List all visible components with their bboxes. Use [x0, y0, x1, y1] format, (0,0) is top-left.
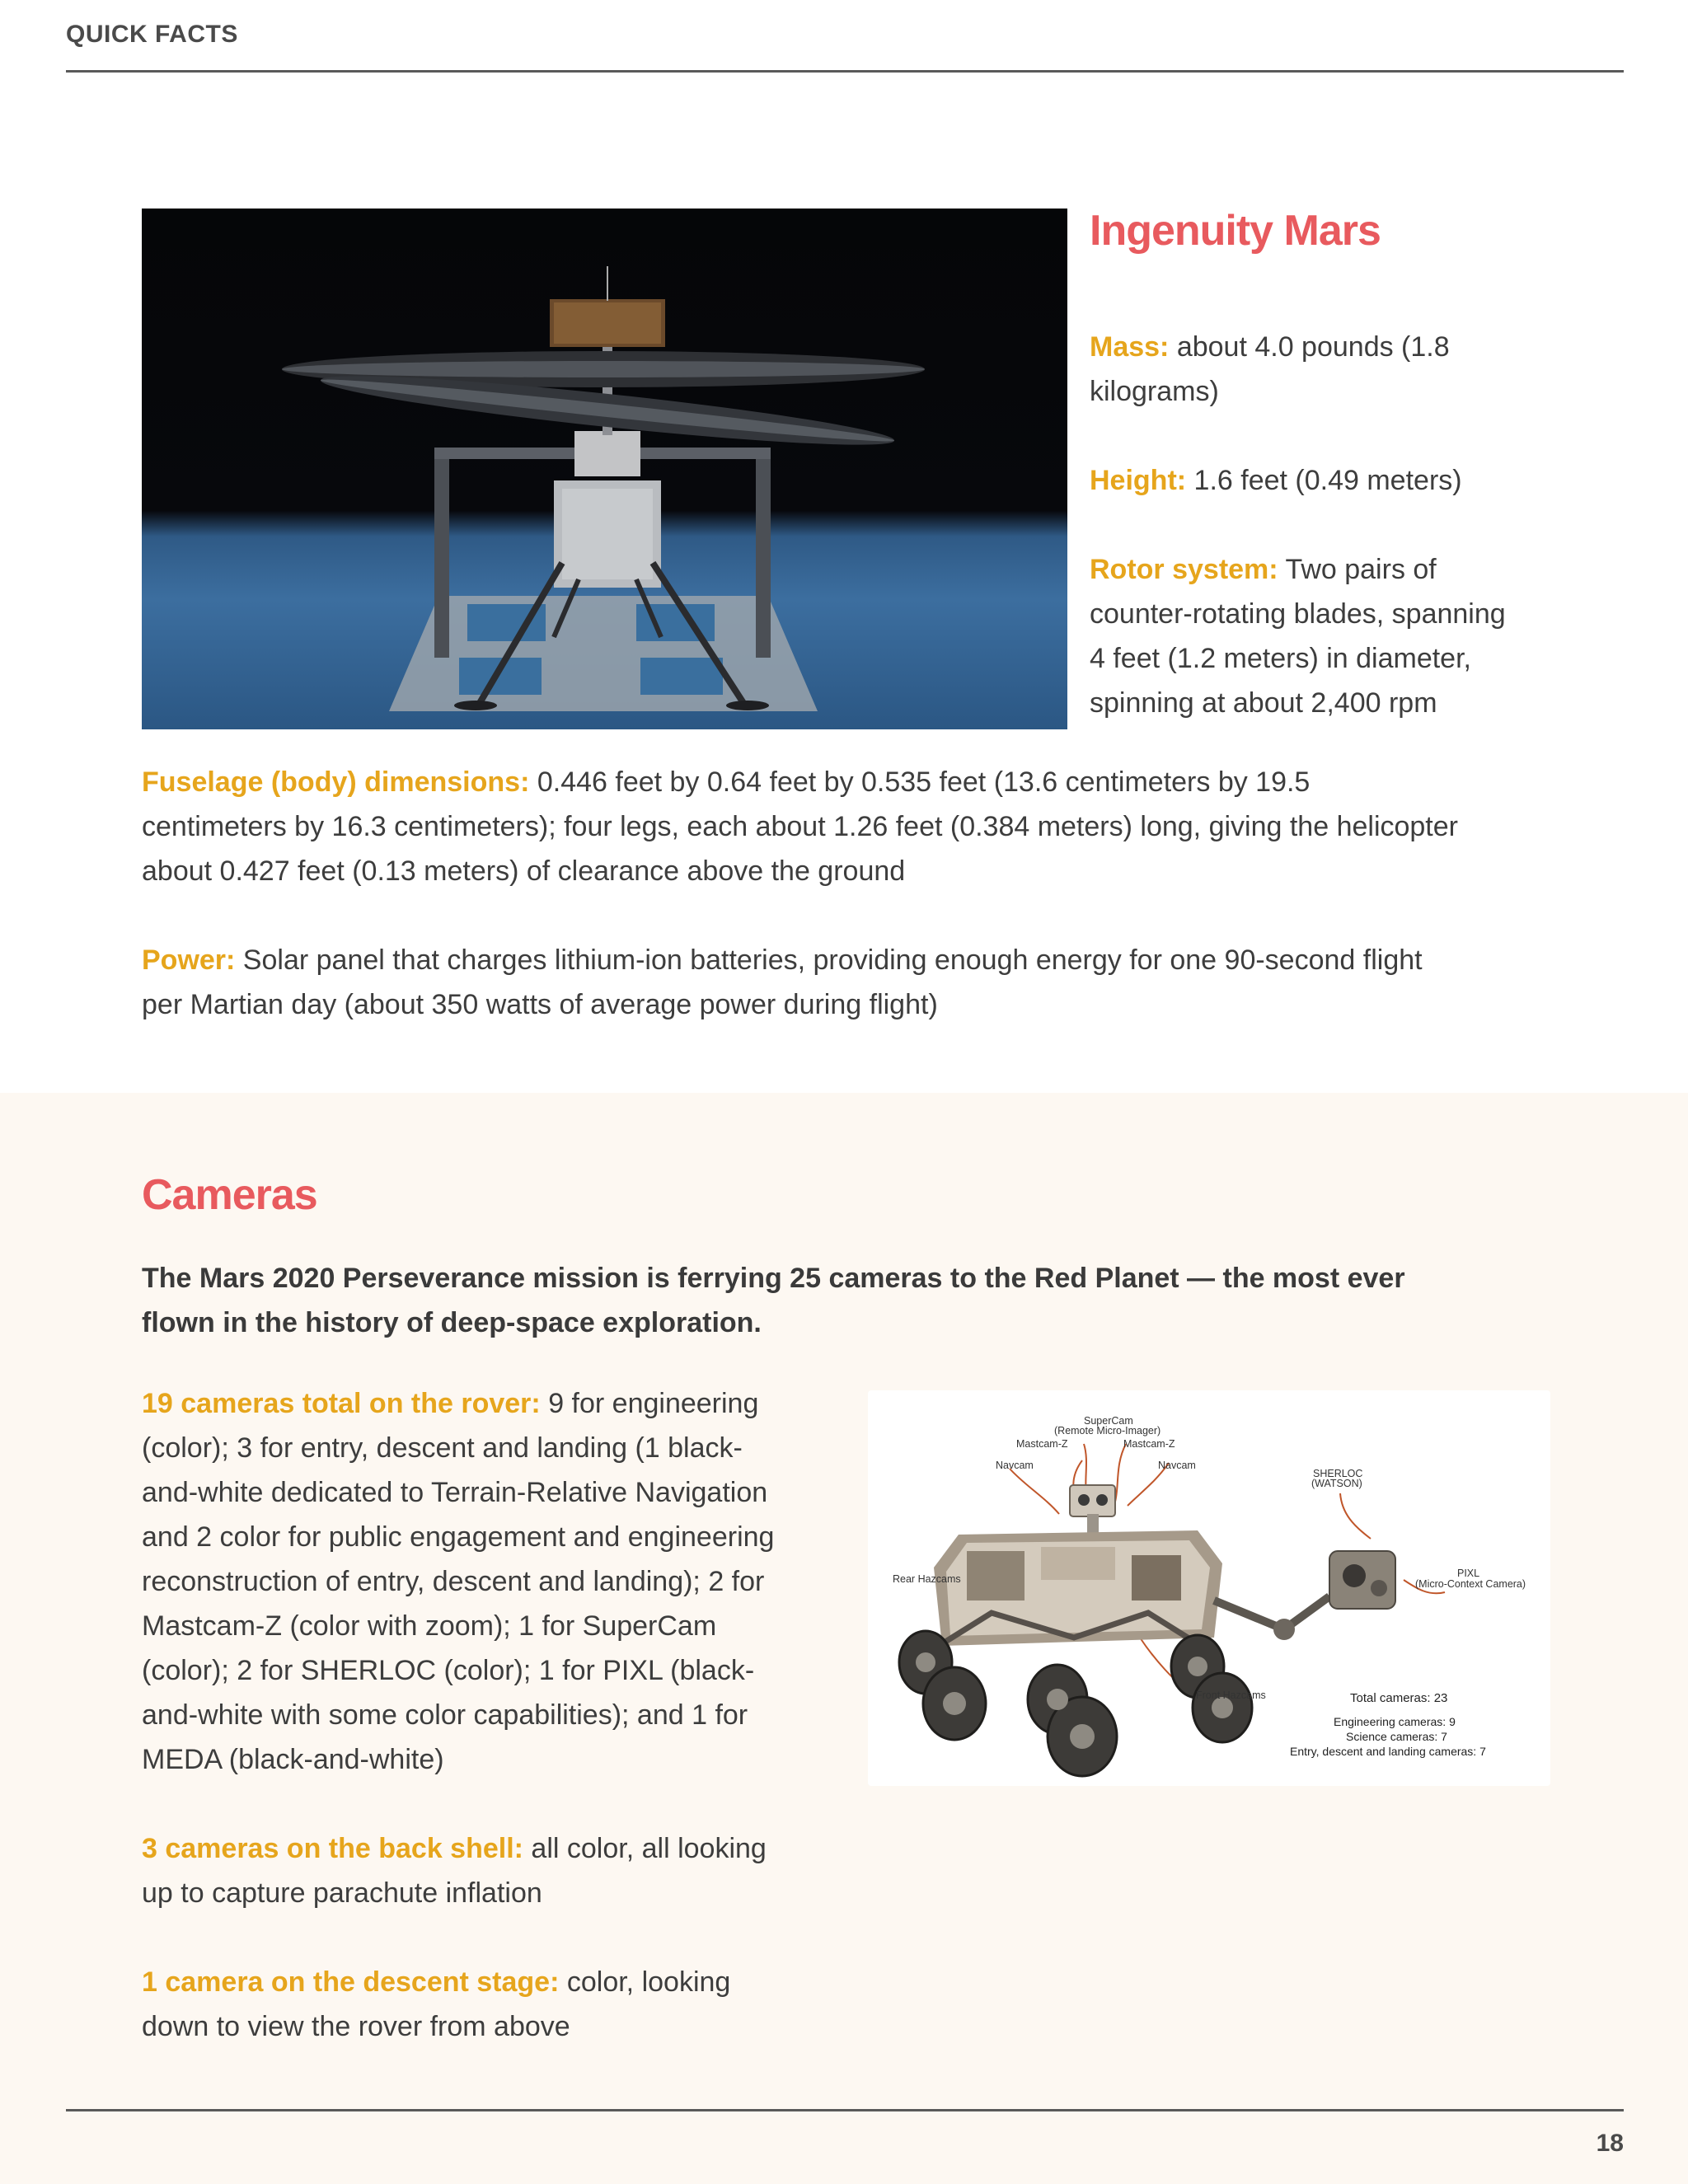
ingenuity-helicopter-photo [142, 209, 1067, 729]
label-pixl-sub: (Micro-Context Camera) [1415, 1578, 1526, 1590]
fact-label: Mass: [1090, 331, 1170, 363]
label-sherloc-sub: (WATSON) [1311, 1478, 1362, 1489]
label-mastcam-right: Mastcam-Z [1123, 1438, 1175, 1450]
cameras-facts-column [142, 1381, 776, 2093]
label-pixl: PIXL [1457, 1568, 1480, 1579]
fact-text: 1.6 feet (0.49 meters) [1186, 465, 1462, 496]
fact-label: 19 cameras total on the rover: [142, 1388, 541, 1419]
fact-rotor-system [1090, 547, 1518, 725]
label-rear-hazcams: Rear Hazcams [893, 1573, 961, 1585]
fact-label: Height: [1090, 465, 1187, 496]
figure-science-cameras: Science cameras: 7 [1346, 1730, 1447, 1743]
fact-rover-cameras [142, 1381, 776, 1782]
fact-text: about 4.0 pounds (1.8 kilograms) [1090, 331, 1450, 407]
figure-total-cameras: Total cameras: 23 [1350, 1691, 1448, 1705]
fact-label: Power: [142, 944, 236, 976]
fact-label: Fuselage (body) dimensions: [142, 766, 530, 798]
label-mastcam-left: Mastcam-Z [1016, 1438, 1068, 1450]
fact-label: Rotor system: [1090, 554, 1278, 585]
ingenuity-facts-wide [142, 760, 1461, 1071]
fact-text: 0.446 feet by 0.64 feet by 0.535 feet (13.6 centimeters by 19.5 centimeters by 16.3 centimeters); four legs, each about 1.26 feet (0.384 meters) long, giving the helicopter about 0.427 feet (0.13 meters) of clearance above the ground [142, 766, 1458, 887]
fact-descent-stage-camera [142, 1960, 776, 2049]
fact-power [142, 938, 1461, 1027]
fact-mass [1090, 325, 1518, 414]
fact-height [1090, 458, 1518, 503]
ingenuity-title: Ingenuity Mars [1090, 207, 1381, 255]
fact-fuselage [142, 760, 1461, 893]
fact-back-shell-cameras [142, 1826, 776, 1915]
page-header [66, 18, 1624, 73]
label-navcam-left: Navcam [996, 1460, 1034, 1471]
label-supercam: SuperCam [1084, 1415, 1133, 1427]
label-navcam-right: Navcam [1158, 1460, 1196, 1471]
ingenuity-facts-column [1090, 325, 1518, 770]
fact-text: color, looking down to view the rover from above [142, 1966, 731, 2042]
fact-text: Solar panel that charges lithium-ion batteries, providing enough energy for one 90-second flight per Martian day (about 350 watts of average power during flight) [142, 944, 1423, 1020]
cameras-title: Cameras [142, 1171, 317, 1219]
figure-engineering-cameras: Engineering cameras: 9 [1334, 1715, 1456, 1728]
fact-text: 9 for engineering (color); 3 for entry, descent and landing (1 black-and-white dedicated to Terrain-Relative Navigation and 2 color for public engagement and engineering reconstruction of entry, descent and landing); 2 for Mastcam-Z (color with zoom); 1 for SuperCam (color); 2 for SHERLOC (color); 1 for PIXL (black-and-white with some color capabilities); and 1 for MEDA (black-and-white) [142, 1388, 775, 1775]
page-number: 18 [1596, 2130, 1624, 2157]
fact-text: Two pairs of counter-rotating blades, spanning 4 feet (1.2 meters) in diameter, spinning at about 2,400 rpm [1090, 554, 1506, 719]
cameras-intro: The Mars 2020 Perseverance mission is ferrying 25 cameras to the Red Planet — the most ever flown in the history of deep-space exploration. [142, 1263, 1405, 1338]
fact-label: 3 cameras on the back shell: [142, 1833, 523, 1864]
footer-divider [66, 2109, 1624, 2111]
figure-edl-cameras: Entry, descent and landing cameras: 7 [1290, 1745, 1486, 1758]
fact-label: 1 camera on the descent stage: [142, 1966, 560, 1998]
label-front-hazcams: Front Hazcams [1196, 1690, 1266, 1701]
label-sherloc: SHERLOC [1313, 1468, 1363, 1479]
fact-text: all color, all looking up to capture parachute inflation [142, 1833, 767, 1909]
section-header-title: QUICK FACTS [66, 21, 238, 48]
label-supercam-sub: (Remote Micro-Imager) [1054, 1425, 1161, 1436]
rover-camera-diagram [868, 1390, 1550, 1786]
